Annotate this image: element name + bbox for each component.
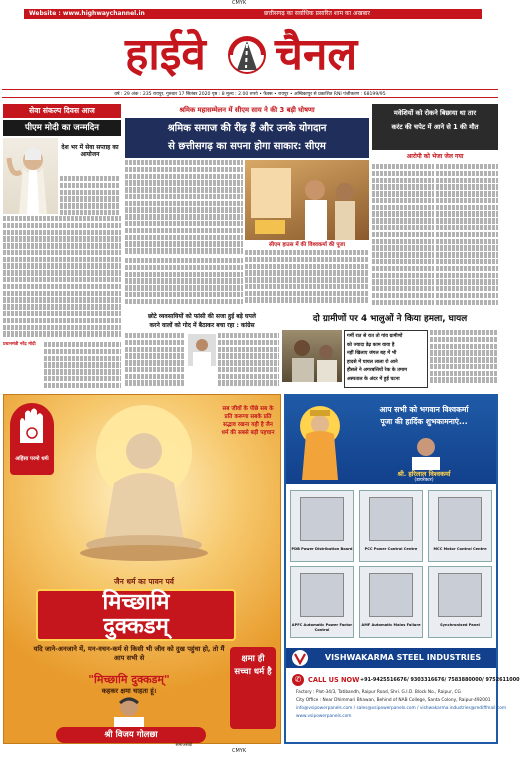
ahimsa-hand-icon — [10, 403, 54, 475]
left-sub: देश भर में सेवा सप्ताह का आयोजन — [61, 144, 119, 158]
right-body-1 — [372, 164, 434, 310]
product-4 — [290, 566, 354, 638]
product-3 — [428, 490, 492, 562]
vk-greeting-2: पूजा की हार्दिक शुभकामनाएं... — [380, 417, 468, 426]
bullet-5: हौसले ने अगरबत्तियों रेक के तमाम — [347, 368, 407, 374]
product-3-label: MCC Motor Control Centre — [433, 547, 487, 551]
center-body-3 — [125, 258, 243, 310]
highway-logo-icon — [228, 36, 266, 74]
middle-headline-2: करने वालों को गोद में बैठाकर बचा रहा : कांग्रेस — [149, 322, 255, 329]
jain-right-text: सब जीवों के पीछे सब के प्रति करूणा सबके प्रति सद्भाव रखना यही है जैन धर्म की सबसे बड़ी पहचान — [221, 406, 275, 436]
michhami-title-1: मिच्छामि — [102, 590, 170, 615]
vsi-logo-icon — [292, 650, 308, 666]
website-label: Website : www.highwaychannel.in — [24, 9, 154, 19]
jain-person-name: श्री विजय गोलछा — [104, 730, 158, 740]
product-1 — [290, 490, 354, 562]
vk-phones: +91-9425516676/ 9303316676/ 7583880000/ 9752611000 — [360, 677, 520, 683]
jain-appeal-word: "मिच्छामि दुक्कडम्" — [88, 673, 170, 686]
bullet-4: हादसे में घायल लाला रो आने — [347, 359, 398, 365]
banner-seva-sankalp: सेवा संकल्प दिवस आज — [3, 104, 121, 118]
jain-ad — [3, 394, 281, 748]
wide-body-1 — [430, 330, 498, 388]
product-2-label: PCC Power Control Centre — [364, 547, 418, 551]
bullet-3: नहीं खिलाए जंगल बह में भी — [347, 351, 397, 357]
masthead — [0, 20, 500, 88]
director-photo — [406, 434, 446, 470]
congress-leader-photo — [188, 334, 216, 366]
center-headline-1: श्रमिक समाज की रीढ़ हैं और उनके योगदान — [167, 123, 327, 134]
top-strip — [0, 0, 500, 20]
vk-city-office: City Office : Near Dhimmari Bhawan, Behind of NAB College, Santa Colony, Raipur-492001 — [296, 698, 491, 703]
left-body-2 — [3, 216, 121, 340]
vk-call: CALL US NOW — [308, 676, 360, 684]
left-body-3 — [44, 342, 121, 390]
left-headline: पीएम मोदी का जन्मदिन — [3, 120, 121, 136]
right-body-2 — [436, 164, 498, 310]
right-sub: आरोपी को भेजा जेल गया — [406, 153, 464, 160]
center-headline-2: से छत्तीसगढ़ का सपना होगा साकार: सीएम — [168, 141, 326, 152]
kshama-text: क्षमा ही सच्चा धर्म है — [234, 654, 272, 677]
vk-company: VISHWAKARMA STEEL INDUSTRIES — [324, 653, 482, 662]
jain-festival: जैन धर्म का पावन पर्व — [114, 577, 174, 586]
right-headline-1: मवेशियों को रोकने बिछाया था तार — [393, 109, 477, 117]
middle-body-2 — [218, 333, 279, 391]
bullet-1: गर्मी रात से रात तो गांव ग्रामीणों — [347, 334, 403, 339]
product-1-label: PDB Power Distribution Board — [291, 547, 353, 551]
product-5 — [359, 566, 423, 638]
product-grid — [290, 490, 492, 640]
bullet-2: को ज्यादा डेढ़ काम वाया है — [347, 342, 395, 348]
right-headline-2: करंट की चपेट में आने से 1 की मौत — [391, 123, 479, 131]
modi-photo — [3, 138, 58, 214]
product-5-label: AMF Automatic Mains Failure — [361, 623, 421, 627]
dateline: वर्ष : 29 अंक : 235 रायपुर, गुरुवार 17 सितंबर 2020 पृष्ठ : 8 मूल्य : 2.00 रुपये • फैक्स • रायपुर • अम्बिकापुर से प्रकाशित RNI पंजीकरण : 68199/95 — [2, 89, 498, 98]
mahavir-idol — [74, 413, 214, 563]
phone-icon: ✆ — [292, 674, 304, 686]
vk-web: www.vsipowerpanels.com — [296, 714, 352, 719]
center-body-1 — [125, 160, 243, 256]
product-2 — [359, 490, 423, 562]
product-6-label: Synchronised Panel — [440, 623, 480, 627]
bottom-cmyk: CMYK — [232, 748, 247, 754]
vk-person: श्री. हरिलाल विश्वकर्मा — [397, 470, 451, 478]
product-6 — [428, 566, 492, 638]
wide-headline: दो ग्रामीणों पर 4 भालुओं ने किया हमला, घायल — [312, 314, 468, 324]
vk-factory: Factory : Plot-34/3, Tatibandh, Raipur Road, Shri. G.I.D. Block No., Raipur, CG — [296, 690, 461, 695]
left-photo-caption: प्रधानमंत्री नरेंद्र मोदी — [3, 342, 36, 347]
center-body-2 — [245, 250, 369, 310]
vk-person-title: (डायरेक्टर) — [414, 478, 434, 483]
middle-headline-1: छोटे व्यवसायियों को फांसी की सजा हुई बड़े घपले — [147, 313, 256, 320]
product-4-label: APFC Automatic Power Factor Control — [291, 623, 353, 632]
vishwakarma-ad — [284, 394, 520, 744]
vk-email: info@vsipowerpanels.com / sales@vsipowerpanels.com / vishwakarma.industries@rediffmail.com — [296, 706, 507, 711]
left-body-1 — [60, 176, 120, 216]
ahimsa-label: अहिंसा परमो धर्मः — [15, 456, 49, 462]
golchha-photo — [104, 695, 154, 729]
middle-body-1 — [125, 333, 185, 391]
center-kicker: श्रमिक महासम्मेलन में सीएम साय ने की 3 बड़ी घोषणा — [179, 106, 315, 114]
jain-appeal: यदि जाने-अनजाने में, मन-वचन-कर्म से किसी भी जीव को दुख पहुंचा हो, तो मैं आप सभी से — [33, 645, 225, 662]
michhami-title-2: दुक्कडम् — [103, 614, 169, 639]
wide-bullets — [344, 330, 428, 388]
jain-person-title: समाजसेवी — [175, 743, 193, 748]
cm-puja-photo — [245, 160, 369, 240]
vishwakarma-idol — [288, 400, 352, 480]
masthead-right: चैनल — [275, 29, 358, 80]
jain-appeal-end: कहकर क्षमा चाहता हूं। — [101, 687, 157, 695]
bullet-6: अस्पताल के अंदर में हुई घटना — [347, 376, 400, 382]
vk-greeting-1: आप सभी को भगवान विश्वकर्मा — [379, 405, 469, 414]
tagline: छत्तीसगढ़ का सर्वाधिक प्रसारित शाम का अखबार — [152, 9, 482, 19]
cm-puja-caption: सीएम हाउस में की विश्वकर्मा की पूजा — [268, 242, 346, 248]
cmyk-marker: CMYK — [232, 0, 247, 6]
bear-attack-photo — [282, 330, 342, 382]
masthead-left: हाईवे — [125, 29, 206, 80]
